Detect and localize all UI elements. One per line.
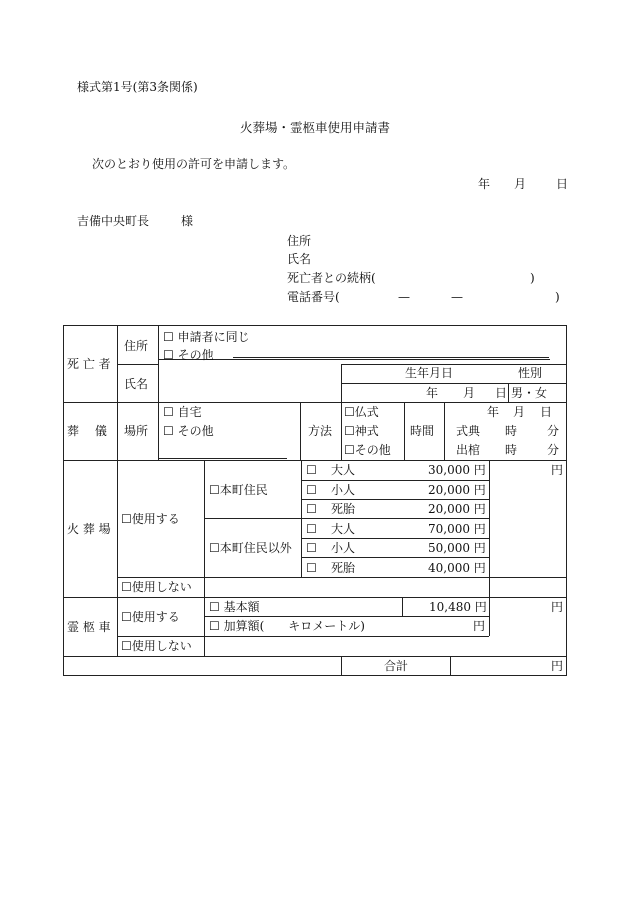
buddhist-checkbox[interactable]: ☐仏式 [344,405,379,419]
other-address-line[interactable] [233,357,549,358]
crematorium-not-use-checkbox[interactable]: ☐使用しない [121,580,192,594]
funeral-place-other-checkbox[interactable]: ☐ その他 [163,424,214,438]
sex-label: 性別 [518,366,543,380]
date-day-label: 日 [556,177,569,191]
funeral-month-label: 月 [513,405,526,419]
hearse-base-checkbox[interactable]: ☐ 基本額 [209,600,260,614]
fee-amount: 40,000 円 [428,561,486,575]
fee-checkbox[interactable]: ☐ [306,561,317,575]
date-year-label: 年 [478,177,491,191]
form-title: 火葬場・霊柩車使用申請書 [240,120,391,135]
phone-dash-1: — [398,290,410,304]
fee-amount: 20,000 円 [428,502,486,516]
funeral-method-label: 方法 [308,424,333,438]
departure-minute-label: 分 [547,443,560,457]
fee-checkbox[interactable]: ☐ [306,502,317,516]
fee-checkbox[interactable]: ☐ [306,541,317,555]
shinto-checkbox[interactable]: ☐神式 [344,424,379,438]
funeral-year-label: 年 [487,405,500,419]
applicant-address-label: 住所 [287,234,312,248]
phone-label: 電話番号( [287,290,340,304]
applicant-name-label: 氏名 [287,252,312,266]
departure-label: 出棺 [456,443,481,457]
hearse-base-fee: 10,480 円 [429,600,487,614]
hearse-yen-label: 円 [551,600,564,614]
departure-hour-label: 時 [505,443,518,457]
hearse-section-label: 霊 柩 車 [67,620,111,634]
date-month-label: 月 [514,177,527,191]
relation-close: ) [530,271,535,285]
non-resident-checkbox[interactable]: ☐本町住民以外 [209,541,292,555]
fee-checkbox[interactable]: ☐ [306,463,317,477]
ceremony-minute-label: 分 [547,424,560,438]
deceased-address-label: 住所 [124,339,149,353]
birth-month-label: 月 [463,386,476,400]
honorific: 様 [181,214,194,228]
crematorium-use-checkbox[interactable]: ☐使用する [121,512,180,526]
birth-day-label: 日 [495,386,508,400]
birthdate-label: 生年月日 [405,366,454,380]
crematorium-section-label: 火 葬 場 [67,522,111,536]
crematorium-yen-label: 円 [551,463,564,477]
fee-category: 大人 [331,463,356,477]
fee-amount: 70,000 円 [428,522,486,536]
hearse-not-use-checkbox[interactable]: ☐使用しない [121,639,192,653]
hearse-use-checkbox[interactable]: ☐使用する [121,610,180,624]
resident-checkbox[interactable]: ☐本町住民 [209,483,268,497]
fee-category: 小人 [331,541,356,555]
hearse-extra-yen: 円 [473,619,486,633]
fee-category: 死胎 [331,502,356,516]
fee-category: 小人 [331,483,356,497]
fee-checkbox[interactable]: ☐ [306,483,317,497]
fee-amount: 20,000 円 [428,483,486,497]
funeral-day-label: 日 [540,405,553,419]
ceremony-hour-label: 時 [505,424,518,438]
deceased-name-label: 氏名 [124,377,149,391]
fee-amount: 30,000 円 [428,463,486,477]
phone-dash-2: — [451,290,463,304]
funeral-place-label: 場所 [124,424,149,438]
relation-label: 死亡者との続柄( [287,271,376,285]
total-label: 合計 [384,659,409,673]
other-method-checkbox[interactable]: ☐その他 [344,443,391,457]
funeral-time-label: 時間 [410,424,435,438]
funeral-home-checkbox[interactable]: ☐ 自宅 [163,405,202,419]
fee-amount: 50,000 円 [428,541,486,555]
ceremony-label: 式典 [456,424,481,438]
fee-category: 大人 [331,522,356,536]
deceased-address-other-checkbox[interactable]: ☐ その他 [163,348,214,362]
deceased-section-label: 死 亡 者 [67,357,111,371]
phone-close: ) [555,290,560,304]
same-as-applicant-checkbox[interactable]: ☐ 申請者に同じ [163,330,250,344]
sex-options[interactable]: 男・女 [511,386,548,400]
addressee: 吉備中央町長 [77,214,150,228]
fee-checkbox[interactable]: ☐ [306,522,317,536]
form-number: 様式第1号(第3条関係) [77,80,198,94]
hearse-extra-checkbox[interactable]: ☐ 加算額( キロメートル) [209,619,365,633]
fee-category: 死胎 [331,561,356,575]
funeral-section-label: 葬 儀 [67,424,107,438]
birth-year-label: 年 [426,386,439,400]
total-yen-label: 円 [551,659,564,673]
intro-text: 次のとおり使用の許可を申請します。 [92,157,296,171]
